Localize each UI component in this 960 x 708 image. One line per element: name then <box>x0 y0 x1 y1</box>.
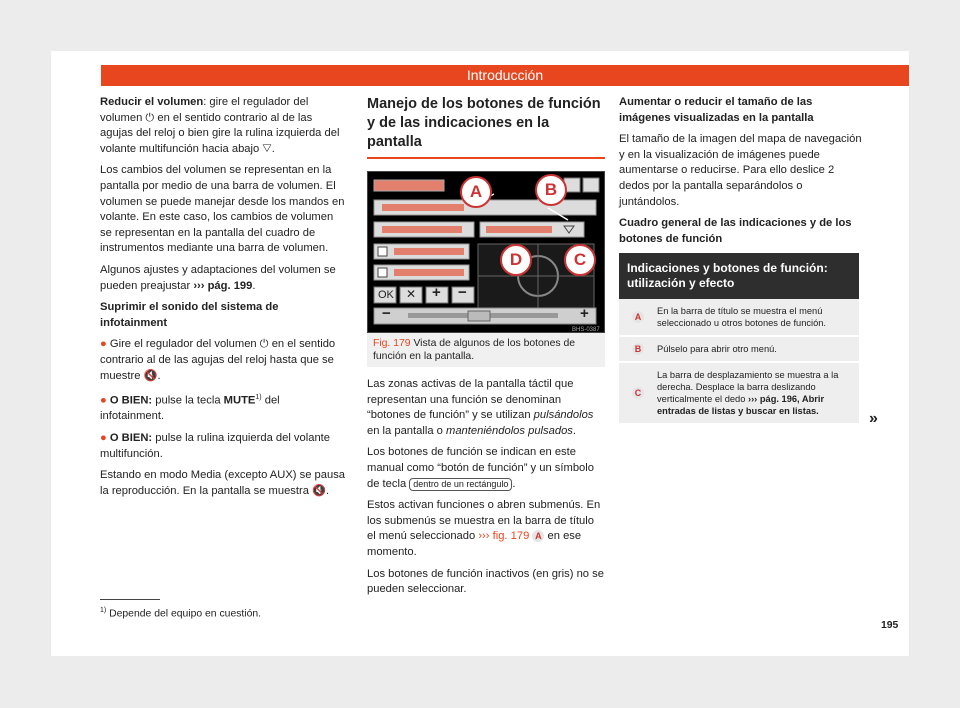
figure-reference-link[interactable]: ››› fig. 179 <box>478 530 530 543</box>
page-header: Introducción <box>101 65 909 86</box>
continue-arrow: » <box>869 410 878 427</box>
italic-text: manteniéndolos pulsados <box>446 424 573 437</box>
footnote-text: Depende del equipo en cuestión. <box>109 608 262 620</box>
paragraph-presets <box>100 263 346 294</box>
figure-number: Fig. 179 <box>373 338 411 349</box>
table-row <box>619 299 859 337</box>
text: . <box>512 477 516 490</box>
paragraph-reduce-volume <box>100 95 346 157</box>
column-left <box>100 95 346 505</box>
presets-end: . <box>252 279 256 292</box>
slider-thumb <box>468 311 490 321</box>
zoom-heading: Aumentar o reducir el tamaño de las imágenes visualizadas en la pantalla <box>619 96 814 124</box>
close-icon: ✕ <box>406 287 417 301</box>
bullet-item <box>100 337 346 384</box>
row-text: Púlselo para abrir otro menú. <box>657 344 777 355</box>
checkbox-icon <box>378 247 387 256</box>
table-header: Indicaciones y botones de función: utilización y efecto <box>619 253 859 299</box>
key-symbol-tag: dentro de un rectángulo <box>409 478 512 491</box>
bullet-bold: O BIEN: <box>109 432 153 445</box>
row-key-c: C <box>632 387 644 399</box>
minus-icon: − <box>458 284 467 301</box>
caption-text: Vista de algunos de los botones de función en la pantalla. <box>373 338 575 362</box>
paragraph-active-zones <box>367 377 605 439</box>
ok-label: OK <box>378 289 394 301</box>
column-right <box>619 95 863 425</box>
paragraph-volume-bar: Los cambios del volumen se representan en la pantalla por medio de una barra de volumen. El volumen se puede manejar desde los mandos en volante. En este caso, los cambios de volumen se representan en la pantalla del cuadro de instrumentos mediante una barra de volumen. <box>100 164 345 255</box>
callout-a-marker: A <box>532 530 544 542</box>
footnote <box>100 607 261 619</box>
text: en la pantalla o <box>367 424 446 437</box>
page-number: 195 <box>881 620 899 631</box>
function-table <box>619 253 859 425</box>
figure-caption <box>367 333 605 367</box>
page-reference-link[interactable]: ››› pág. 196, Abrir entradas de listas y buscar en listas. <box>657 394 825 417</box>
row-key-a: A <box>632 311 644 323</box>
checkbox-icon <box>378 268 387 277</box>
bullet-text: pulse la rulina izquierda del volante multifunción. <box>100 432 331 460</box>
slider-minus-icon: − <box>382 305 391 322</box>
paragraph-inactive-buttons: Los botones de función inactivos (en gris) no se pueden seleccionar. <box>367 567 604 596</box>
title-bar <box>374 180 444 191</box>
manual-page <box>51 51 909 656</box>
text: Los botones de función se indican en este manual como “botón de función” y un símbolo de tecla <box>367 446 594 490</box>
row-text-main: La barra de desplazamiento se muestra a la derecha. Desplace la barra deslizando verticalmente el dedo <box>657 370 839 405</box>
table-row <box>619 363 859 425</box>
presets-text: Algunos ajustes y adaptaciones del volumen se pueden preajustar <box>100 263 336 292</box>
bullet-text: Gire el regulador del volumen ⏻ en el sentido contrario al de las agujas del reloj hasta que se muestre 🔇. <box>100 338 336 382</box>
row-text <box>657 363 859 423</box>
plus-icon: + <box>432 284 441 301</box>
italic-text: pulsándolos <box>533 409 594 422</box>
callout-d: D <box>500 244 532 276</box>
paragraph-media-mode: Estando en modo Media (excepto AUX) se pausa la reproducción. En la pantalla se muestra 🔇. <box>100 469 346 497</box>
bullet-icon: ● <box>100 338 107 351</box>
text: Estos activan funciones o abren submenús. En los submenús se muestra en la barra de título el menú seleccionado <box>367 499 601 543</box>
bullet-icon: ● <box>100 394 107 407</box>
mute-heading: Suprimir el sonido del sistema de infotainment <box>100 301 279 329</box>
figure-179-screen <box>367 171 605 333</box>
bullet-bold: O BIEN: <box>109 394 153 407</box>
overview-heading: Cuadro general de las indicaciones y de los botones de función <box>619 217 852 245</box>
bullet-icon: ● <box>100 432 107 445</box>
bullet-text: pulse la tecla <box>152 394 224 407</box>
paragraph-zoom: El tamaño de la imagen del mapa de navegación y en la visualización de imágenes puede aumentarse o reducirse. Para ello deslice 2 dedos por la pantalla separándolos o juntándolos. <box>619 133 862 208</box>
row-text: En la barra de título se muestra el menú seleccionado u otros botones de función. <box>657 306 827 329</box>
table-row <box>619 337 859 363</box>
text: en ese momento. <box>367 530 582 558</box>
callout-b: B <box>535 174 567 206</box>
page-reference-link[interactable]: ››› pág. 199 <box>193 279 253 292</box>
paragraph-submenus <box>367 498 605 560</box>
slider-plus-icon: + <box>580 305 589 322</box>
text: . <box>572 424 576 437</box>
reduce-volume-heading: Reducir el volumen <box>100 96 204 108</box>
section-title: Manejo de los botones de función y de las indicaciones en la pantalla <box>367 95 605 159</box>
callout-a: A <box>460 176 492 208</box>
reduce-volume-text: : gire el regulador del volumen ⏻ en el sentido contrario al de las agujas del reloj o bien gire la rulina izquierda del volante multifunción hacia abajo ▽. <box>100 96 340 155</box>
back-icon <box>583 178 599 192</box>
text: Las zonas activas de la pantalla táctil que representan una función se denominan “botones de función” y se utilizan <box>367 378 574 422</box>
footnote-number: 1) <box>100 607 107 614</box>
footnote-marker: 1) <box>255 394 262 402</box>
figure-code: BHS-0387 <box>572 327 600 333</box>
bullet-text: del infotainment. <box>100 394 280 423</box>
bullet-item <box>100 431 346 462</box>
column-middle <box>367 95 605 604</box>
callout-c: C <box>564 244 596 276</box>
row-key-b: B <box>632 343 644 355</box>
paragraph-button-notation <box>367 445 605 492</box>
bullet-item <box>100 390 346 425</box>
mute-key: MUTE <box>223 394 256 407</box>
footnote-rule <box>100 599 160 600</box>
